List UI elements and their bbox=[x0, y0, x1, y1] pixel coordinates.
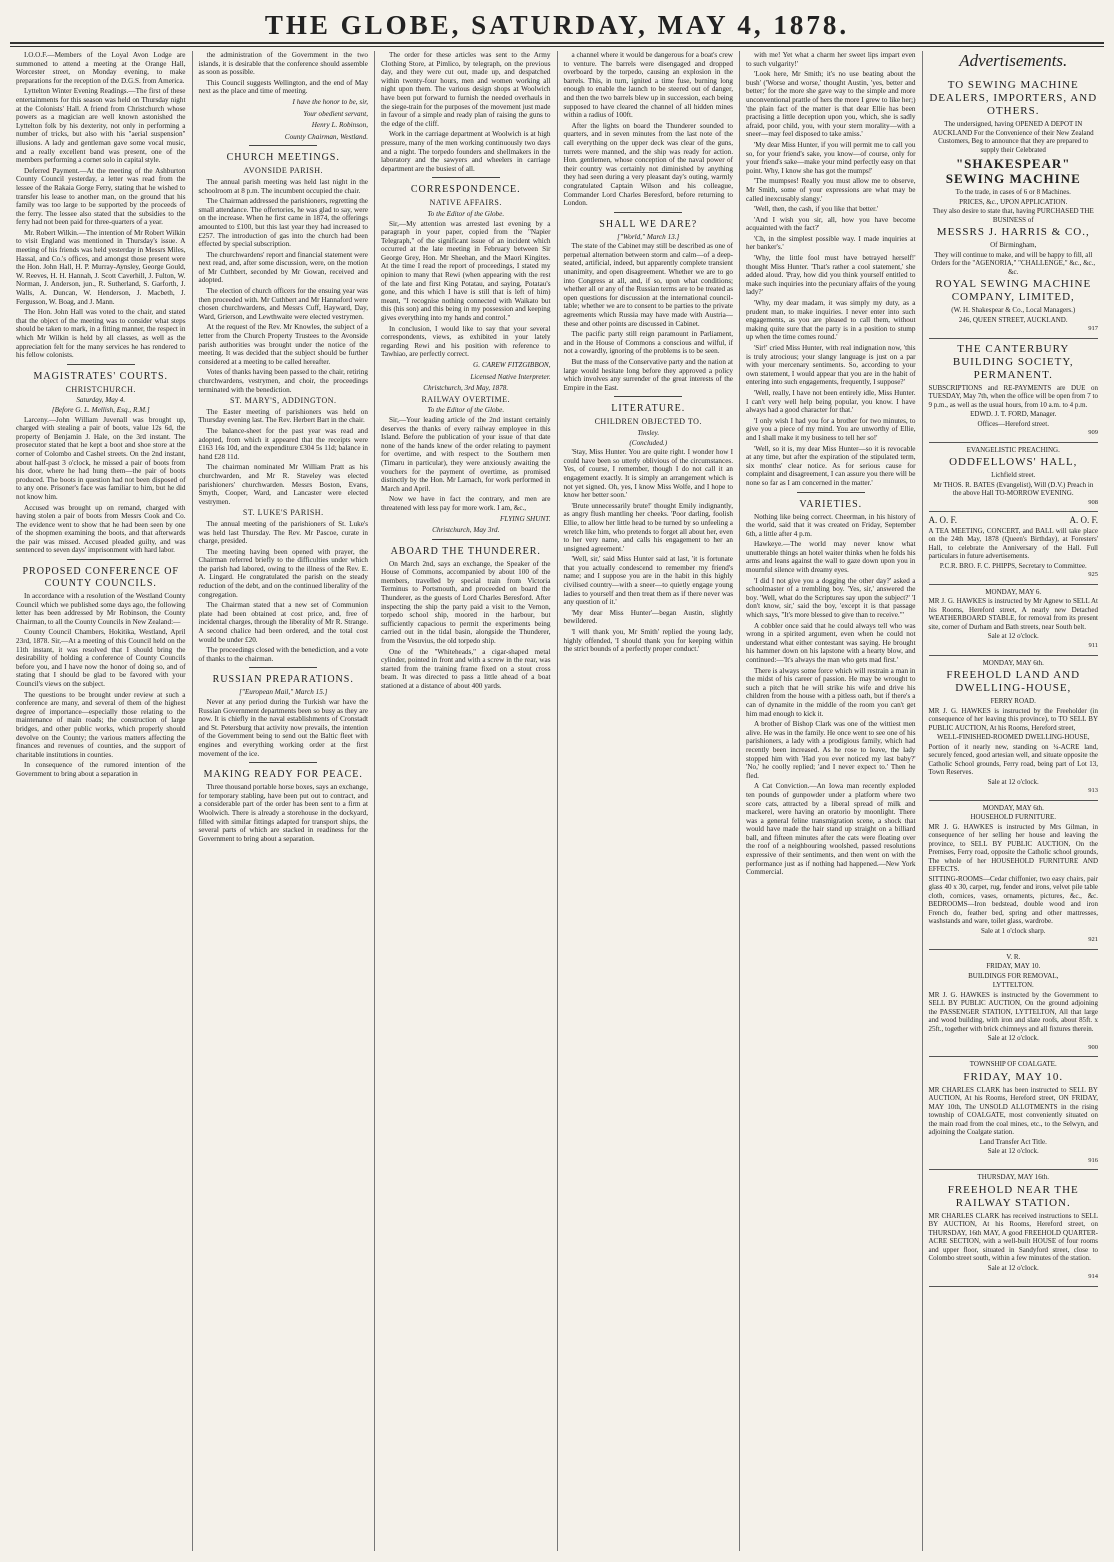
signature-name: Henry L. Robinson, bbox=[311, 121, 368, 130]
ad-royal-mark: V. R. bbox=[1006, 952, 1021, 961]
story-p6: with me! Yet what a charm her sweet lips impart even to such vulgarity!' bbox=[746, 51, 916, 68]
ad-signature: P.C.R. BRO. F. C. PHIPPS, Secretary to Committee. bbox=[939, 561, 1087, 570]
ready-for-peace-heading: MAKING READY FOR PEACE. bbox=[203, 769, 363, 781]
lukes-p4: The proceedings closed with the benediction, and a vote of thanks to the chairman. bbox=[198, 646, 368, 663]
ad-time: Sale at 12 o'clock. bbox=[987, 1147, 1039, 1156]
ad-building-society bbox=[929, 339, 1099, 443]
ad-office: Offices—Hereford street. bbox=[977, 419, 1049, 428]
ad-description: Portion of it nearly new, standing on ¼-ACRE land, securely fenced, good artesian well, and situate opposite the Catholic School grounds, Ferry road, being part of Lot 13, Town Reserves. bbox=[928, 742, 1098, 777]
ad-number: 908 bbox=[1088, 498, 1098, 506]
variety-5: There is always some force which will restrain a man in the midst of his career of passion. He may be wrought to such a pitch that he will strike his wife and drive his children from the house with a pitless oath, but if there's a can of dynamite in the middle of the room you can't get him mad enough to kick it. bbox=[746, 666, 916, 718]
story-p11: 'And I wish you sir, all, how you have become acquainted with the fact?' bbox=[746, 215, 916, 233]
story-p1: 'Stay, Miss Hunter. You are quite right. I wonder how I could have been so utterly oblivious of the circumstances. Yes, of course, I remember, though I do not call it an engagement exactly. It is simply an arrangement which is not yet signed. Oh, yes, I know Miss Wolfe, and I hope to know her better soon.' bbox=[563, 448, 733, 500]
ad-household-furniture bbox=[929, 801, 1099, 950]
thunderer-p3: a channel where it would be dangerous for a boat's crew to venture. The barrels were disengaged and dropped overboard by the torpedo, causing an explosion in the barrels. This, in turn, ignited a time fuse, burning long enough to enable the launch to be steered out of danger, and then the two barrels blew up in succession, each being supposed to have cleared the channel of all hidden mines within a radius of 100ft. bbox=[563, 51, 733, 120]
variety-6: A brother of Bishop Clark was one of the wittiest men alive. He was in the family. He once went to see one of his parishioners, a lady with a prodigious family, which had recently been increased. As he rose to leave, the lady stopped him with 'Had you ever noticed my last baby?' 'No,' he coolly replied; 'and I never expect to.' Then he fled. bbox=[746, 720, 916, 780]
shall-we-dare-heading: SHALL WE DARE? bbox=[599, 218, 698, 230]
ad-terms: Land Transfer Act Title. bbox=[979, 1137, 1047, 1146]
story-p14: 'Why, my dear madam, it was simply my duty, as a prudent man, to make inquiries. I never enter into such engagements, as you are pleased to call them, without making quite sure that the party is in a position to stump up when the time comes round.' bbox=[746, 299, 916, 342]
varieties-heading: VARIETIES. bbox=[799, 498, 863, 510]
addington-p2: The balance-sheet for the past year was read and adopted, from which it appeared that the receipts were £163 16s 10d, and the expenditure £304 5s 11d; balance in hand £28 11d. bbox=[198, 426, 368, 461]
ad-lead: TO SEWING MACHINE DEALERS, IMPORTERS, AND OTHERS. bbox=[929, 79, 1098, 117]
divider bbox=[614, 396, 682, 397]
masthead: THE GLOBE, SATURDAY, MAY 4, 1878. bbox=[264, 10, 850, 40]
divider bbox=[249, 145, 317, 146]
column-4 bbox=[558, 51, 741, 1551]
divider bbox=[614, 212, 682, 213]
ad-date: MONDAY, MAY 6th. bbox=[982, 803, 1044, 812]
ad-continue: They will continue to make, and will be happy to fill, all Orders for the "AGENORIA," "CHALLENGE," &c., &c., &c. bbox=[931, 250, 1096, 276]
native-p1: Sir,—My attention was arrested last evening by a paragraph in your paper, copied from the "Napier Telegraph," of the significant issue of an incident which occurred at the late meeting in February between Sir George Grey, Hon. Mr Sheehan, and the Maori Kingites. At the time I read the report of proceedings, I stated my opinion to many that Rewi (when appearing with the rest of the late and first King Potatau, and saying, Potatau's gone, and this which I have is still that is left of him) meant, "I recognise nothing connected with Waikato but this (his son) and this being in my possession and keeping gives everything into my hands and control." bbox=[381, 219, 551, 323]
avonside-p2: The Chairman addressed the parishioners, regretting the small attendance. The offertories, he was glad to say, were on the increase. When he first came in 1874, the offerings amounted to £100, but this last year they had increased to £257. The introduction of gas into the church had been effected by special subscription. bbox=[198, 197, 368, 249]
divider bbox=[67, 559, 135, 560]
ad-title: FREEHOLD LAND AND DWELLING-HOUSE, bbox=[946, 669, 1081, 695]
story-p17: 'I only wish I had you for a brother for two minutes, to give you a piece of my mind. You are unworthy of Ellie, and I shall make it my business to tell her so!' bbox=[746, 416, 916, 442]
conference-suggest: This Council suggests Wellington, and the end of May next as the place and time of meeting. bbox=[198, 78, 368, 96]
ad-title: FREEHOLD NEAR THE RAILWAY STATION. bbox=[947, 1183, 1079, 1209]
story-p15: 'Sir!' cried Miss Hunter, with real indignation now, 'this is truly atrocious; your slangy language is just on a par with your mercenary sentiments. So, according to your own statement, I would appear that you are in the habit of entering into such engagements, frequently, I suppose?' bbox=[746, 344, 916, 387]
story-p4: 'My dear Miss Hunter'—began Austin, slightly bewildered. bbox=[563, 608, 733, 626]
lukes-p1: The annual meeting of the parishioners of St. Luke's was held last Thursday. The Rev. Mr Pascoe, curate in charge, presided. bbox=[198, 519, 368, 546]
ad-number: 925 bbox=[1088, 571, 1098, 579]
ad-body: SUBSCRIPTIONS and RE-PAYMENTS are DUE on TUESDAY, May 7th, when the office will be open from 7 to 9 p.m., as well as the usual hours, from 10 a.m. to 4 p.m. bbox=[928, 383, 1098, 409]
avonside-p1: The annual parish meeting was held last night in the schoolroom at 8 p.m. The incumbent occupied the chair. bbox=[198, 177, 368, 195]
ad-title: THE CANTERBURY BUILDING SOCIETY, PERMANENT. bbox=[952, 342, 1074, 381]
advertisements-heading: Advertisements. bbox=[959, 51, 1068, 70]
story-p16: 'Well, really, I have not been entirely idle, Miss Hunter. I can't very well help being popular, you know. I have always had a good character for that.' bbox=[746, 388, 916, 415]
conference-cont: the administration of the Government in the two islands, it is desirable that the conference should assemble as soon as possible. bbox=[198, 51, 368, 77]
ad-title: HOUSEHOLD FURNITURE. bbox=[970, 813, 1057, 822]
ad-time: Sale at 12 o'clock. bbox=[987, 632, 1039, 641]
peace-p1: Three thousand portable horse boxes, says an exchange, for temporary stabling, have been put out to contract, and a considerable part of the order has been sent to a firm at Woolwich. There is already a storehouse in the dockyard, filled with similar fittings adapted for transport ships, the several parts of which are stacked in readiness for the Government to bring about a separation. bbox=[198, 783, 368, 843]
story-title: CHILDREN OBJECTED TO. bbox=[594, 417, 702, 427]
ad-date: MONDAY, MAY 6. bbox=[985, 587, 1042, 596]
railway-date: Christchurch, May 3rd. bbox=[432, 526, 500, 535]
story-publisher: Tinsley. bbox=[637, 428, 660, 437]
church-meetings-heading: CHURCH MEETINGS. bbox=[226, 152, 340, 164]
ad-number: 900 bbox=[1088, 1043, 1098, 1051]
peace-p3: Work in the carriage department at Woolwich is at high pressure, many of the men working continuously two days and a night. The torpedo founders and shellmakers in the laboratory and the sawyers and wheelers in carriage department are the busiest of all. bbox=[381, 130, 551, 173]
ad-address: 246, QUEEN STREET, AUCKLAND. bbox=[958, 315, 1068, 324]
ad-freehold-land bbox=[929, 656, 1099, 801]
story-p2: 'Brute unnecessarily brute!' thought Emily indignantly, as angry flush mantling her cheeks. 'Poor darling, foolish Ellie, to allow her little head to be turned by so unfeeling a wretch like him, who pretends to forget all about her, even to her very name, and calls his engagement to her an unsigned agreement.' bbox=[563, 501, 733, 553]
ad-time: Sale at 1 o'clock sharp. bbox=[981, 926, 1046, 935]
ad-signature: EDWD. J. T. FORD, Manager. bbox=[970, 410, 1057, 419]
ad-body: MR J. G. HAWKES is instructed by the Government to SELL BY PUBLIC AUCTION, On the ground adjoining the PASSENGER STATION, LYTTELTON, All that large and wood building, with iron and slate roofs, about 85ft. x 25ft., together with brick chimneys and all fixtures therein. bbox=[928, 990, 1098, 1033]
st-lukes-heading: ST. LUKE'S PARISH. bbox=[242, 508, 324, 518]
avonside-p4: The election of church officers for the ensuing year was then proceeded with. Mr Cuthbert and Mr Hannaford were chosen churchwardens, and Messrs Cuff, Hayward, Day, Ward, Grierson, and Lewthwaite were elected vestrymen. bbox=[198, 287, 368, 321]
ad-body: A TEA MEETING, CONCERT, and BALL will take place on the 24th May, 1878 (Queen's Birthday), at Foresters' Hall, to celebrate the Anniversary of the Hall. Full particulars in future advertisements. bbox=[928, 526, 1098, 561]
ad-stable-sale bbox=[929, 585, 1099, 656]
divider bbox=[797, 492, 865, 493]
story-concluded: (Concluded.) bbox=[629, 438, 668, 447]
variety-3: 'I did I not give you a dogging the other day?' asked a schoolmaster of a trembling boy. 'Yes, sir,' answered the boy. 'Well, what do the Scriptures say upon the subject?' 'I don't know, sir,' said the boy, 'except it is that passage which says, "It's more blessed to give than to receive."' bbox=[746, 576, 916, 620]
ad-items: SITTING-ROOMS—Cedar chiffonier, two easy chairs, pair glass 40 x 30, carpet, rug, fender and irons, velvet pile table cloth, cornices, vases, ornaments, pictures, &c., &c. BEDROOMS—Iron bedstead, double wood and iron French do, feather bed, spring and other mattresses, washstands and ware, toilet glass, wardrobe. bbox=[928, 874, 1098, 926]
signature-line: Your obedient servant, bbox=[303, 109, 368, 118]
story-p8: 'My dear Miss Hunter, if you will permit me to call you so, for your friend's sake, you know—of course, only for your friend's sake—make your mind perfectly easy on that point. Why, I know she has got the mumps!' bbox=[746, 140, 916, 175]
ad-time: Sale at 12 o'clock. bbox=[987, 1034, 1039, 1043]
ad-date: FRIDAY, MAY 10. bbox=[986, 962, 1041, 971]
letter-signature-role: Licensed Native Interpreter. bbox=[470, 372, 551, 381]
railway-p2: Now we have in fact the contrary, and men are threatened with less pay for more work. I am, &c., bbox=[381, 495, 551, 512]
story-p9: 'The mumpses! Really you must allow me to observe, Mr Smith, some of your expressions are what may be called inexcusably slangy.' bbox=[746, 177, 916, 203]
ad-freehold-railway bbox=[929, 1170, 1099, 1287]
story-p7: 'Look here, Mr Smith; it's no use beating about the bush' ('Worse and worse,' thought Austin, 'yes, better and better;' for the more she gave way to the simple and more unconventional prattle of hers the more I grew to like her;) 'the plain fact of the matter is that dear Ellie has been practising a little deception upon you, which, she is sadly afraid, poor child, you, with your stern morality—with a sneer—may feel disposed to take amiss.' bbox=[746, 70, 916, 139]
conference-questions: The questions to be brought under review at such a conference are many, and several of them of the highest degree of importance—especially those relating to the maintenance of main roads; the construction of large bridges, and other public works, which properly should devolve on the County; the various matters affecting the finances and revenues of counties, and the support of charitable institutions in counties. bbox=[16, 690, 186, 759]
article-wilkin-meeting: The Hon. John Hall was voted to the chair, and stated that the object of the meeting was to consider what steps should be taken to mark, in a fitting manner, the respect in which Mr Wilkin is held by all classes, as well as the appreciation felt for the many services he has rendered to his fellow colonists. bbox=[16, 308, 186, 360]
conference-letter: County Council Chambers, Hokitika, Westland, April 23rd, 1878. Sir,—At a meeting of this Council held on the 11th instant, it was resolved that I should bring the desirability of holding a conference of County Councils before you, and I have now the honor of doing so, and of stating that I should be glad to be favored with your Council's views on the subject. bbox=[16, 628, 186, 688]
literature-heading: LITERATURE. bbox=[611, 403, 686, 415]
court-date: Saturday, May 4. bbox=[76, 396, 126, 405]
lodge-mark-left: A. O. F. bbox=[928, 515, 958, 526]
russian-preparations-heading: RUSSIAN PREPARATIONS. bbox=[212, 674, 354, 686]
ad-lodge-marks bbox=[929, 516, 1099, 525]
ad-body: MR J. G. HAWKES is instructed by Mr Agnew to SELL At his Rooms, Hereford street, A nearly new Detached WEATHERBOARD STABLE, for removal from its present site, corner of Durham and Bath streets, near South belt. bbox=[928, 597, 1098, 631]
avonside-heading: AVONSIDE PARISH. bbox=[243, 166, 324, 176]
ad-trade: To the trade, in cases of 6 or 8 Machines. bbox=[955, 188, 1071, 196]
ad-street: Lichfield street. bbox=[991, 471, 1036, 480]
ad-number: 917 bbox=[1088, 325, 1098, 332]
avonside-p5: At the request of the Rev. Mr Knowles, the subject of a letter from the Church Property Trustees to the Avonside parish authorities was brought under the notice of the meeting. It was decided that the subject should be further considered at a meeting to be called hereafter. bbox=[198, 323, 368, 366]
addington-heading: ST. MARY'S, ADDINGTON. bbox=[229, 396, 337, 406]
story-p12: 'Ch, in the simplest possible way. I made inquiries at her banker's.' bbox=[746, 234, 916, 252]
column-advertisements bbox=[923, 51, 1105, 1551]
conference-consequence: In consequence of the rumored intention of the Government to bring about a separation in bbox=[16, 761, 186, 778]
lukes-p2: The meeting having been opened with prayer, the Chairman referred briefly to the difficulties under which the parish had labored, owing to the illness of the Rev. E. A. Lingard. He congratulated the parish on the steady reduction of the debt, and on the continued liberality of the congregation. bbox=[198, 547, 368, 599]
ad-aof bbox=[929, 512, 1099, 585]
story-p5: 'I will thank you, Mr Smith' replied the young lady, highly offended, 'I should thank you for keeping within the strict bounds of a perfectly proper conduct.' bbox=[563, 628, 733, 654]
avonside-p6: Votes of thanks having been passed to the chair, retiring churchwardens, vestrymen, and choir, the proceedings terminated with the benediction. bbox=[198, 368, 368, 394]
dare-p3: But the mass of the Conservative party and the nation at large would hesitate long before they approved a policy which involves any surrender of the great interests of the Empire in the East. bbox=[563, 358, 733, 392]
ad-product: "SHAKESPEAR" SEWING MACHINE bbox=[945, 156, 1081, 186]
ad-number: 914 bbox=[1088, 1273, 1098, 1281]
ad-firm-location: Of Birmingham, bbox=[990, 241, 1037, 249]
russian-source: ["European Mail," March 15.] bbox=[239, 688, 328, 697]
peace-p2: The order for these articles was sent to the Army Clothing Store, at Pimlico, by telegraph, on the previous day, and they were cut out, made up, and despatched within twenty-four hours, men and women working all night upon them. The various design shops at Woolwich have been put forward to furnish the needed overhauls in the siege-train for the purposes of the movement just made in favour of a simple and ready plan of raising the guns to the edge of the cliff. bbox=[381, 51, 551, 128]
ad-time: Sale at 12 o'clock. bbox=[987, 777, 1039, 786]
ad-date: MONDAY, MAY 6th. bbox=[982, 658, 1044, 667]
article-oddfellows: I.O.O.F.—Members of the Loyal Avon Lodge are summoned to attend a meeting at the Orange Hall, Worcester street, on Monday evening, to make preparations for the reception of the D.G.S. from America. bbox=[16, 51, 186, 85]
ad-number: 909 bbox=[1088, 429, 1098, 437]
columns bbox=[10, 51, 1104, 1551]
ad-hall: ODDFELLOWS' HALL, bbox=[949, 456, 1078, 469]
court-larceny: Larceny.—John William Juvenall was brought up, charged with stealing a pair of boots, value 12s 6d, the property of Benjamin J. Hale, on the 3rd instant. The prosecutor stated that he kept a boot and shoe store at the corner of Colombo and Cashel streets. On the 2nd instant, about half-past 3 o'clock, he missed a pair of boots from his door, where he had hung them—the pair of boots produced. The boots in question had not been disposed of to any one. Prisoner's face was familiar to him, but he did not know him. bbox=[16, 415, 186, 501]
ad-body: MR J. G. HAWKES is instructed by Mrs Gilman, in consequence of her selling her house and leaving the province, to SELL BY PUBLIC AUCTION, On the Premises, Ferry road, opposite the Catholic school grounds, The whole of her HOUSEHOLD FURNITURE AND EFFECTS. bbox=[928, 822, 1098, 874]
ad-title: EVANGELISTIC PREACHING. bbox=[966, 445, 1060, 454]
lukes-p3: The Chairman stated that a new set of Communion plate had been obtained at cost price, and, free of incidental charges, through the liberality of Mr R. Strange. A second chalice had been ordered, and the total cost would be under £20. bbox=[198, 601, 368, 644]
christchurch-heading: CHRISTCHURCH. bbox=[65, 384, 136, 394]
lodge-mark-right: A. O. F. bbox=[1069, 515, 1098, 526]
dare-p1: The state of the Cabinet may still be described as one of perpetual alternation between storm and calm—of a deep-seated, artificial, indeed, but apparently complete transient unanimity, and open disagreement. Whether we are to go into Congress at all, and, if so, upon what conditions; whether all or any of the Russian terms are to be treated as open questions for discussion at the international council-table; whether we are to consent to be parties to the private agreements which Russia may have made with Austria—these and other points are discussed in Cabinet. bbox=[563, 242, 733, 328]
ad-body: MR CHARLES CLARK has been instructed to SELL BY AUCTION, At his Rooms, Hereford street, ON FRIDAY, MAY 10th, The UNSOLD ALLOTMENTS in the rising township of COALGATE, most conveniently situated on the main road from the coal mines, etc., to the Selwyn, and adjoining the Coalgate station. bbox=[928, 1085, 1098, 1137]
ad-title: TOWNSHIP OF COALGATE. bbox=[969, 1060, 1057, 1069]
native-affairs-heading: NATIVE AFFAIRS. bbox=[429, 198, 502, 208]
ad-body: Mr THOS. R. BATES (Evangelist), Will (D.V.) Preach in the above Hall TO-MORROW EVENING. bbox=[933, 480, 1094, 498]
ad-date: THURSDAY, MAY 16th. bbox=[977, 1173, 1049, 1182]
divider bbox=[67, 364, 135, 365]
avonside-p3: The churchwardens' report and financial statement were next read, and, after some discussion, were, on the motion of Mr Cuthbert, seconded by Mr Gowan, received and adopted. bbox=[198, 250, 368, 285]
ad-number: 916 bbox=[1088, 1156, 1098, 1164]
masthead-rule bbox=[10, 42, 1104, 47]
court-bench: [Before G. L. Mellish, Esq., R.M.] bbox=[51, 405, 150, 414]
ad-coalgate bbox=[929, 1057, 1099, 1170]
railway-p1: Sir,—Your leading article of the 2nd instant certainly deserves the thanks of every railway employee in this Island. Before the publication of your issue of that date none of the hands knew of the order relating to payment for overtime, and with respect to the Southern men (Timaru in particular), they were anxiously awaiting the vouchers for the payment of overtime, as promised distinctly by the Hon. Mr Larnach, for work performed in March and April. bbox=[381, 415, 551, 493]
article-robert-wilkin: Mr. Robert Wilkin.—The intention of Mr Robert Wilkin to visit England was mentioned in Thursday's issue. A meeting of his friends was held yesterday in Messrs Miles, Hassal, and Co.'s offices, and amongst those present were the Hon. John Hall, H. P. Murray-Aynsley, George Gould, W. Reeves, H. H. Hannah, J. Scott Caverhill, J. Fulton, W. Norman, J. Anderson, jun., R. Sutherland, S. Garforth, J. Walls, A. Duncan, W. Henderson, J. Macbeth, J. Fergusson, W. Boag, and J. Mann. bbox=[16, 228, 186, 306]
ad-number: 913 bbox=[1088, 787, 1098, 795]
newspaper-page bbox=[10, 0, 1104, 1551]
ad-firm: MESSRS J. HARRIS & CO., bbox=[936, 226, 1090, 238]
story-p3: 'Well, sir,' said Miss Hunter said at last, 'it is fortunate that you actually condescend to remember my friend's name; and I suppose you are in the habit in this highly civilised country—with a sneer—to quietly engage young ladies to yourself and then treat them as if there never was any question of it.' bbox=[563, 555, 733, 607]
thunderer-heading: ABOARD THE THUNDERER. bbox=[390, 545, 541, 557]
native-p2: In conclusion, I would like to say that your several correspondents, views, as exhibited in your lately regarding Rewi and his position with reference to Tawhiao, are perfectly correct. bbox=[381, 324, 551, 359]
letter-date: Christchurch, 3rd May, 1878. bbox=[423, 384, 509, 393]
article-lyttelton-readings: Lyttelton Winter Evening Readings.—The first of these entertainments for this season was held on Thursday night at the Colonists' Hall. A friend from Christchurch whose powers as a magician are well known astonished the Lyttelton folk by his dexterity, not only in performing a number of tricks, but also with his "aerial suspension" illusions. A lady and gentleman gave some vocal music, and a really excellent band was present, one of the members performing a cornet solo in capital style. bbox=[16, 87, 186, 165]
column-3 bbox=[375, 51, 558, 1551]
ad-sewing-machine bbox=[929, 75, 1099, 339]
conference-intro: In accordance with a resolution of the Westland County Council which we published some days ago, the following letter has been addressed by Mr Robinson, the County Chairman, to all the County Councils in New Zealand:— bbox=[16, 592, 186, 626]
court-remand: Accused was brought up on remand, charged with having stolen a pair of boots from Messrs Cook and Co. The evidence went to show that he had been seen by one of the shopmen examining the boots, and that afterwards the pair was missed. Accused pleaded guilty, and was sentenced to seven days' imprisonment with hard labor. bbox=[16, 503, 186, 555]
story-p13: 'Why, the little fool must have betrayed herself!' thought Miss Hunter. 'That's rather a cool statement,' she added aloud. 'Pray, how did you think yourself entitled to make such inquiries into the pecuniary affairs of the young lady?' bbox=[746, 254, 916, 297]
variety-2: Hawkeye.—The world may never know what unutterable things an hotel waiter thinks when he folds his arms and leans against the wall to gaze down upon you in mournful silence with dreamy eyes. bbox=[746, 540, 916, 575]
ad-location: LYTTELTON. bbox=[992, 981, 1034, 990]
ad-number: 911 bbox=[1088, 641, 1098, 649]
divider bbox=[432, 539, 500, 540]
dare-source: ["World," March 13.] bbox=[617, 232, 680, 241]
ad-prices: PRICES, &c., UPON APPLICATION. bbox=[959, 197, 1068, 206]
divider bbox=[249, 762, 317, 763]
column-1 bbox=[10, 51, 193, 1551]
county-conference-heading: PROPOSED CONFERENCE OF COUNTY COUNCILS. bbox=[22, 566, 179, 590]
to-editor: To the Editor of the Globe. bbox=[427, 209, 505, 218]
ad-title: BUILDINGS FOR REMOVAL, bbox=[968, 971, 1059, 980]
ad-agents: (W. H. Shakespear & Co., Local Managers.) bbox=[951, 306, 1076, 314]
railway-overtime-heading: RAILWAY OVERTIME. bbox=[421, 394, 511, 404]
variety-1: Nothing like being correct. Cheerman, in his history of the world, said that it was created on Friday, September 6th, a little after 4 p.m. bbox=[746, 512, 916, 538]
variety-7: A Cat Conviction.—An Iowa man recently exploded ten pounds of gunpowder under a platform where two score cats, attracted by a liberal spread of milk and mackerel, were having an oratorio by moonlight. There was a general feline transmigration scene, a shock that would have made the hair stand up straight on a billiard ball, and fifteen minutes after the cats were floating over the roof of a neighbouring woolshed, passed resolutions expressive of their sentiments, and then went on with the performance just as if nothing had happened.—New York Commercial. bbox=[746, 782, 916, 877]
column-5 bbox=[740, 51, 923, 1551]
ad-evangelistic bbox=[929, 443, 1099, 513]
ad-subtitle: FERRY ROAD. bbox=[990, 697, 1036, 706]
ad-body: The undersigned, having OPENED A DEPOT IN AUCKLAND For the Convenience of their New Zealand Customers, Beg to announce that they are prepared to supply their Celebrated bbox=[932, 120, 1094, 154]
correspondence-heading: CORRESPONDENCE. bbox=[410, 184, 521, 196]
to-editor: To the Editor of the Globe. bbox=[427, 406, 505, 415]
dare-p2: The pacific party still reign paramount in Parliament, and in the House of Commons a conscious and wilful, if not a cowardly, ignoring of the problems is to be seen. bbox=[563, 330, 733, 356]
ad-buildings-removal bbox=[929, 950, 1099, 1058]
ad-also: They also desire to state that, having PURCHASED THE BUSINESS of bbox=[932, 207, 1094, 224]
ad-body: MR J. G. HAWKES is instructed by the Freeholder (in consequence of her leaving this province), to TO SELL BY PUBLIC AUCTION, At his Rooms, Hereford street, bbox=[928, 706, 1098, 732]
railway-signature: FLYING SHUNT. bbox=[500, 514, 551, 523]
ad-body: MR CHARLES CLARK has received instructions to SELL BY AUCTION, At his Rooms, Hereford street, on THURSDAY, 16th MAY, A good FREEHOLD QUARTER-ACRE SECTION, with a well-built HOUSE of four rooms and upper floor, situated in Sandyford street, close to Colombo street south, within a few minutes of the station. bbox=[928, 1211, 1098, 1263]
thunderer-p1: On March 2nd, says an exchange, the Speaker of the House of Commons, accompanied by about 100 of the members, travelled by special train from Victoria Terminus to Portsmouth, and proceeded on board the Thunderer, as the guests of Lord Charles Beresford. After inspecting the ship the party paid a visit to the Vernon, torpedo school ship, moored in the harbour, but sufficiently capacious to permit the experiments being carried out in the tidal basin, alongside the Thunderer, from the Vesuvius, the old torpedo ship. bbox=[381, 559, 551, 646]
story-p10: 'Well, then, the cash, if you like that better.' bbox=[754, 205, 879, 214]
ad-house: WELL-FINISHED-ROOMED DWELLING-HOUSE, bbox=[937, 733, 1090, 742]
divider bbox=[432, 177, 500, 178]
thunderer-p2: One of the "Whiteheads," a cigar-shaped metal cylinder, pointed in front and with a screw in the rear, was started from the training frame fixed on a stout cross beam. It was directed to pass a little ahead of a boat stationed at a distance of about 400 yards. bbox=[381, 647, 551, 690]
divider bbox=[249, 667, 317, 668]
signature-title: County Chairman, Westland. bbox=[284, 132, 368, 141]
column-2 bbox=[193, 51, 376, 1551]
signature-line: I have the honor to be, sir, bbox=[292, 97, 368, 106]
ad-number: 921 bbox=[1088, 936, 1098, 944]
article-deferred-payment: Deferred Payment.—At the meeting of the Ashburton County Council yesterday, a letter was read from the lessee of the Rakaia Gorge Ferry, stating that he wished to transfer his lease to another man, on the ground that his family was too large to be supported by the proceeds of the ferry. The lessee also stated that the subsidies to the ferry had not been paid for three-quarters of a year. bbox=[16, 166, 186, 227]
ad-company: ROYAL SEWING MACHINE COMPANY, LIMITED, bbox=[935, 278, 1092, 303]
magistrates-heading: MAGISTRATES' COURTS. bbox=[33, 370, 169, 382]
letter-signature: G. CAREW FITZGIBBON, bbox=[473, 361, 551, 369]
story-p18: 'Well, so it is, my dear Miss Hunter—so it is revocable at any time, but after the expiration of the stipulated term, six months' clear notice. As for serious cause for complaint and disagreement, I can assure you there will be none so far as I am concerned in the matter.' bbox=[746, 444, 916, 487]
thunderer-p4: After the lights on board the Thunderer sounded to quarters, and in seven minutes from the last note of the call everything on the upper deck was clear of the guns, turrets were manned, and the ship was ready for action. Hon. gentlemen, whose conception of the naval power of their country was certainly not diminished by anything they had seen during a very pleasant day's outing, warmly congratulated Captain Wilson and his colleague, Commander Lord Charles Beresford, before returning to London. bbox=[563, 121, 733, 208]
addington-p1: The Easter meeting of parishioners was held on Thursday evening last. The Rev. Herbert Bart in the chair. bbox=[198, 407, 368, 425]
variety-4: A cobbler once said that he could always tell who was wrong in a spirited argument, even when he could not understand what either contestant was saying. He brought his hammer down on his lapstone with a hearty blow, and continued:—'It's always the man who gets mad first.' bbox=[746, 621, 916, 664]
russian-p1: Never at any period during the Turkish war have the Russian Government departments been so busy as they are now. It is chiefly in the naval establishments of Cronstadt and St. Petersburg that activity now prevails, the intention of the Government being to send out the Baltic fleet with engines and everything working order at the first movement of the ice. bbox=[198, 698, 368, 758]
ad-time: Sale at 12 o'clock. bbox=[987, 1263, 1039, 1272]
ad-date: FRIDAY, MAY 10. bbox=[963, 1070, 1064, 1083]
addington-p3: The chairman nominated Mr William Pratt as his churchwarden, and Mr R. Staveley was elected parishioners' churchwarden. Messrs Boston, Evans, Smyth, Cooper, Ward, and Lancaster were elected vestrymen. bbox=[198, 463, 368, 506]
